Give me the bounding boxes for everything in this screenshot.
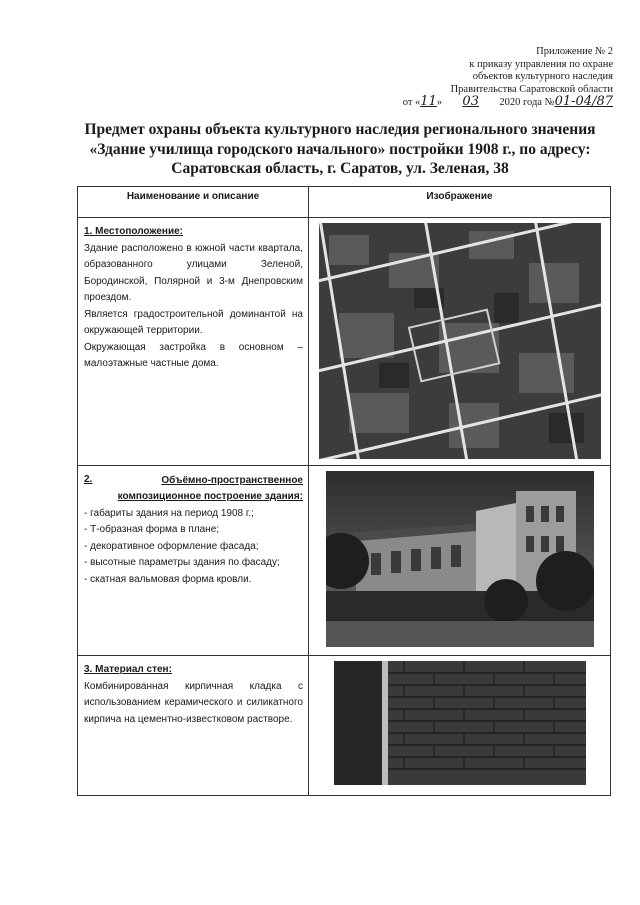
appendix-line-1: Приложение № 2 xyxy=(536,46,613,57)
location-paragraph-1: Здание расположено в южной части квартала, образованного улицами Зеленой, Бородинской, Полярной и 3-м Днепровским проездом. xyxy=(84,242,303,303)
table-row xyxy=(78,466,611,656)
appendix-line-3: объектов культурного наследия xyxy=(472,71,613,82)
composition-item-2: - Т-образная форма в плане; xyxy=(84,524,220,535)
appendix-line-2: к приказу управления по охране xyxy=(469,58,613,70)
order-number: 01-04/87 xyxy=(554,94,613,109)
title-line-1: Предмет охраны объекта культурного наследия регионального значения xyxy=(84,121,596,138)
location-description-cell xyxy=(78,218,309,466)
appendix-line-4: Правительства Саратовской области xyxy=(450,83,613,95)
order-date-line xyxy=(373,96,613,110)
appendix-block xyxy=(373,46,613,110)
order-year-text: 2020 года № xyxy=(499,97,555,108)
composition-title-number: 2. xyxy=(84,474,93,485)
title-line-3: Саратовская область, г. Саратов, ул. Зеленая, 38 xyxy=(171,160,509,177)
composition-item-5: - скатная вальмовая форма кровли. xyxy=(84,573,252,585)
column-header-image: Изображение xyxy=(309,187,611,218)
brick-wall-photo xyxy=(334,661,586,785)
order-month: 03 xyxy=(462,94,479,109)
location-section-title: 1. Местоположение: xyxy=(84,226,184,237)
table-row xyxy=(78,218,611,466)
composition-description-cell xyxy=(78,466,309,656)
composition-title-text xyxy=(84,473,303,506)
composition-item-4: - высотные параметры здания по фасаду; xyxy=(84,557,280,568)
building-facade-photo xyxy=(326,471,594,647)
order-day: 11 xyxy=(420,94,437,109)
location-image-cell xyxy=(309,218,611,466)
table-row xyxy=(78,656,611,796)
composition-item-1: - габариты здания на период 1908 г.; xyxy=(84,507,254,519)
table-header-row xyxy=(78,187,611,218)
title-line-2: «Здание училища городского начального» постройки 1908 г., по адресу: xyxy=(89,140,591,158)
protection-subject-table xyxy=(77,186,611,796)
location-paragraph-3: Окружающая застройка в основном – малоэтажные частные дома. xyxy=(84,341,303,369)
composition-title-rest: Объёмно-пространственное композиционное построение здания: xyxy=(117,474,303,502)
material-section-title: 3. Материал стен: xyxy=(84,664,172,675)
material-image-cell xyxy=(309,656,611,796)
composition-image-cell xyxy=(309,466,611,656)
aerial-map-photo xyxy=(319,223,601,459)
material-paragraph: Комбинированная кирпичная кладка с использованием керамического и силикатного кирпича на цементно-известковом растворе. xyxy=(84,680,303,725)
material-description-cell xyxy=(78,656,309,796)
column-header-description: Наименование и описание xyxy=(78,187,309,218)
composition-item-3: - декоративное оформление фасада; xyxy=(84,540,259,552)
location-paragraph-2: Является градостроительной доминантой на окружающей территории. xyxy=(84,308,303,336)
date-separator: » xyxy=(436,97,443,108)
document-title xyxy=(70,120,610,179)
date-prefix: от « xyxy=(402,97,421,108)
